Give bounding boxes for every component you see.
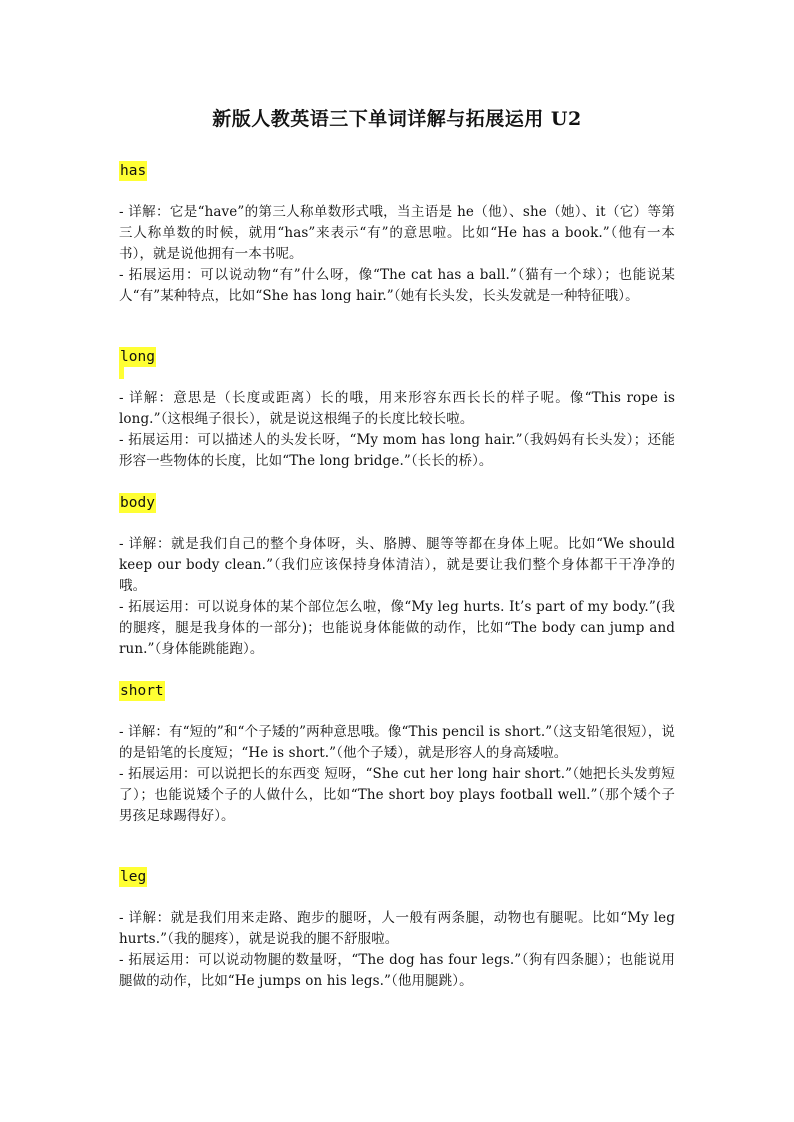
word-heading: short	[120, 683, 164, 699]
detail-paragraph: - 详解：就是我们用来走路、跑步的腿呀，人一般有两条腿，动物也有腿呢。比如“My leg hurts.”（我的腿疼），就是说我的腿不舒服啦。	[119, 910, 675, 947]
detail-paragraph: - 详解：它是“have”的第三人称单数形式哦，当主语是 he（他）、she（她）、it（它）等第三人称单数的时候，就用“has”来表示“有”的意思啦。比如“He has a book.”（他有一本书），就是说他拥有一本书呢。	[119, 204, 675, 262]
spacer	[119, 367, 675, 388]
detail-paragraph: - 详解：有“短的”和“个子矮的”两种意思哦。像“This pencil is short.”（这支铅笔很短），说的是铅笔的长度短；“He is short.”（他个子矮），就是形容人的身高矮啦。	[119, 724, 675, 761]
word-heading: long	[120, 349, 155, 365]
word-entry-short	[119, 680, 675, 827]
usage-paragraph: - 拓展运用：可以说动物腿的数量呀，“The dog has four legs.”（狗有四条腿）；也能说用腿做的动作，比如“He jumps on his legs.”（他用腿跳）。	[119, 952, 675, 989]
word-entry-body	[119, 492, 675, 660]
usage-paragraph: - 拓展运用：可以描述人的头发长呀，“My mom has long hair.”（我妈妈有长头发）；还能形容一些物体的长度，比如“The long bridge.”（长长的桥）。	[119, 432, 675, 469]
word-heading: body	[120, 495, 155, 511]
usage-paragraph: - 拓展运用：可以说身体的某个部位怎么啦，像“My leg hurts. It’s part of my body.”(我的腿疼，腿是我身体的一部分)；也能说身体能做的动作，比如“The body can jump and run.”（身体能跳能跑）。	[119, 599, 675, 657]
spacer	[119, 181, 675, 202]
detail-paragraph: - 详解：就是我们自己的整个身体呀，头、胳膊、腿等等都在身体上呢。比如“We should keep our body clean.”（我们应该保持身体清洁），就是要让我们整个身体都干干净净的哦。	[119, 536, 675, 594]
word-entry-long	[119, 346, 675, 472]
document-title: 新版人教英语三下单词详解与拓展运用 U2	[212, 108, 582, 130]
usage-paragraph: - 拓展运用：可以说把长的东西变 短呀，“She cut her long hair short.”（她把长头发剪短了）；也能说矮个子的人做什么，比如“The short boy plays football well.”（那个矮个子男孩足球踢得好）。	[119, 766, 675, 824]
spacer	[119, 887, 675, 908]
word-entry-has	[119, 160, 675, 307]
detail-paragraph: - 详解：意思是（长度或距离）长的哦，用来形容东西长长的样子呢。像“This rope is long.”（这根绳子很长），就是说这根绳子的长度比较长啦。	[119, 390, 675, 427]
spacer	[119, 513, 675, 534]
word-heading: has	[120, 163, 147, 179]
word-heading: leg	[120, 869, 147, 885]
word-entry-leg	[119, 866, 675, 992]
usage-paragraph: - 拓展运用：可以说动物“有”什么呀，像“The cat has a ball.”（猫有一个球）；也能说某人“有”某种特点，比如“She has long hair.”（她有长头发，长头发就是一种特征哦）。	[119, 267, 675, 304]
spacer	[119, 701, 675, 722]
